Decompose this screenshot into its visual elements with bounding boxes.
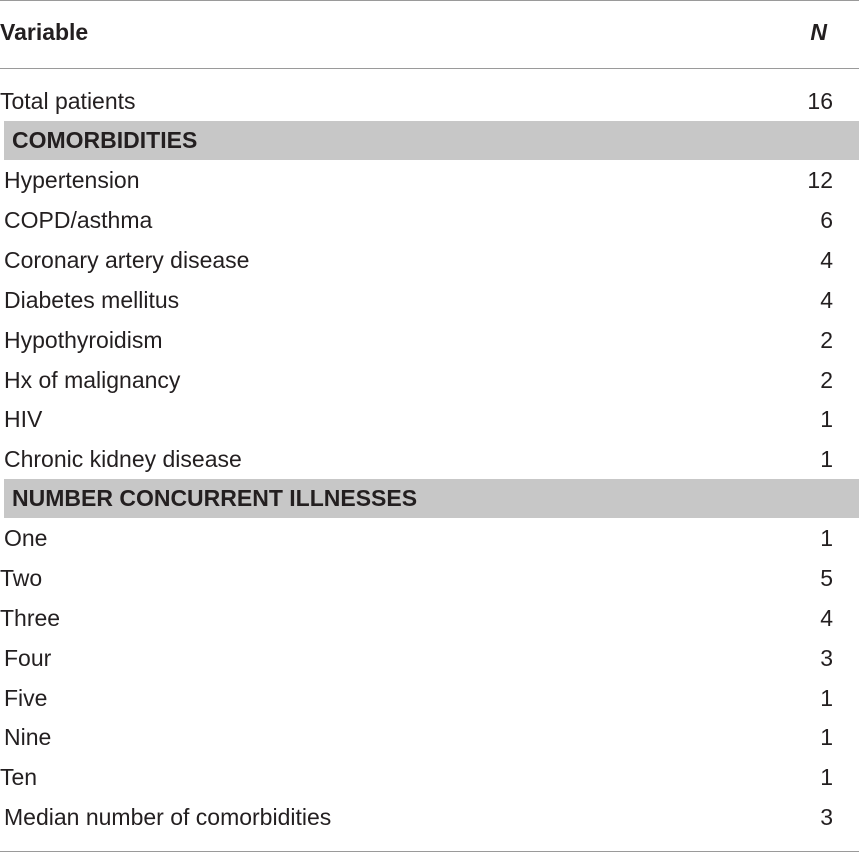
row-value: 3 (820, 645, 833, 671)
table-header-row (0, 12, 859, 52)
row-label: Two (0, 565, 43, 591)
row-label: Hypertension (4, 167, 140, 193)
row-value: 12 (807, 167, 833, 193)
row-value: 6 (820, 207, 833, 233)
row-label: Ten (0, 764, 38, 790)
section-header-concurrent-illnesses (4, 479, 859, 518)
row-value: 16 (807, 88, 833, 114)
row-label: COPD/asthma (4, 207, 153, 233)
table-row (0, 797, 859, 837)
row-value: 1 (820, 724, 833, 750)
row-value: 1 (820, 525, 833, 551)
table-row (0, 360, 859, 400)
table-row (0, 399, 859, 439)
table-row (0, 439, 859, 479)
row-label: Diabetes mellitus (4, 287, 180, 313)
row-label: Coronary artery disease (4, 247, 250, 273)
table-row (0, 320, 859, 360)
table-row-total (0, 81, 859, 121)
row-value: 5 (820, 565, 833, 591)
row-label: One (4, 525, 48, 551)
row-label: Four (4, 645, 52, 671)
row-value: 4 (820, 287, 833, 313)
row-label: Three (0, 605, 61, 631)
table-top-rule (0, 0, 859, 1)
table-row (0, 757, 859, 797)
table-row (0, 160, 859, 200)
section-title: COMORBIDITIES (12, 127, 198, 153)
section-title: NUMBER CONCURRENT ILLNESSES (12, 485, 418, 511)
table-row (0, 598, 859, 638)
table-row (0, 200, 859, 240)
row-value: 1 (820, 446, 833, 472)
table-row (0, 717, 859, 757)
table-row (0, 240, 859, 280)
table-row (0, 678, 859, 718)
column-header-n: N (810, 19, 827, 45)
row-label: Nine (4, 724, 52, 750)
row-value: 1 (820, 764, 833, 790)
row-label: Five (4, 685, 48, 711)
header-bottom-rule (0, 68, 859, 69)
row-label: Hx of malignancy (4, 367, 181, 393)
row-label: Total patients (0, 88, 136, 114)
row-label: Chronic kidney disease (4, 446, 242, 472)
section-header-comorbidities (4, 121, 859, 160)
row-value: 2 (820, 327, 833, 353)
column-header-variable: Variable (0, 19, 89, 45)
row-value: 3 (820, 804, 833, 830)
row-label: HIV (4, 406, 43, 432)
row-value: 4 (820, 247, 833, 273)
table-row (0, 638, 859, 678)
row-value: 2 (820, 367, 833, 393)
row-value: 1 (820, 685, 833, 711)
table-row (0, 518, 859, 558)
table-row (0, 280, 859, 320)
table-row (0, 558, 859, 598)
row-value: 4 (820, 605, 833, 631)
row-label: Median number of comorbidities (4, 804, 332, 830)
table-bottom-rule (0, 851, 859, 852)
row-label: Hypothyroidism (4, 327, 163, 353)
row-value: 1 (820, 406, 833, 432)
